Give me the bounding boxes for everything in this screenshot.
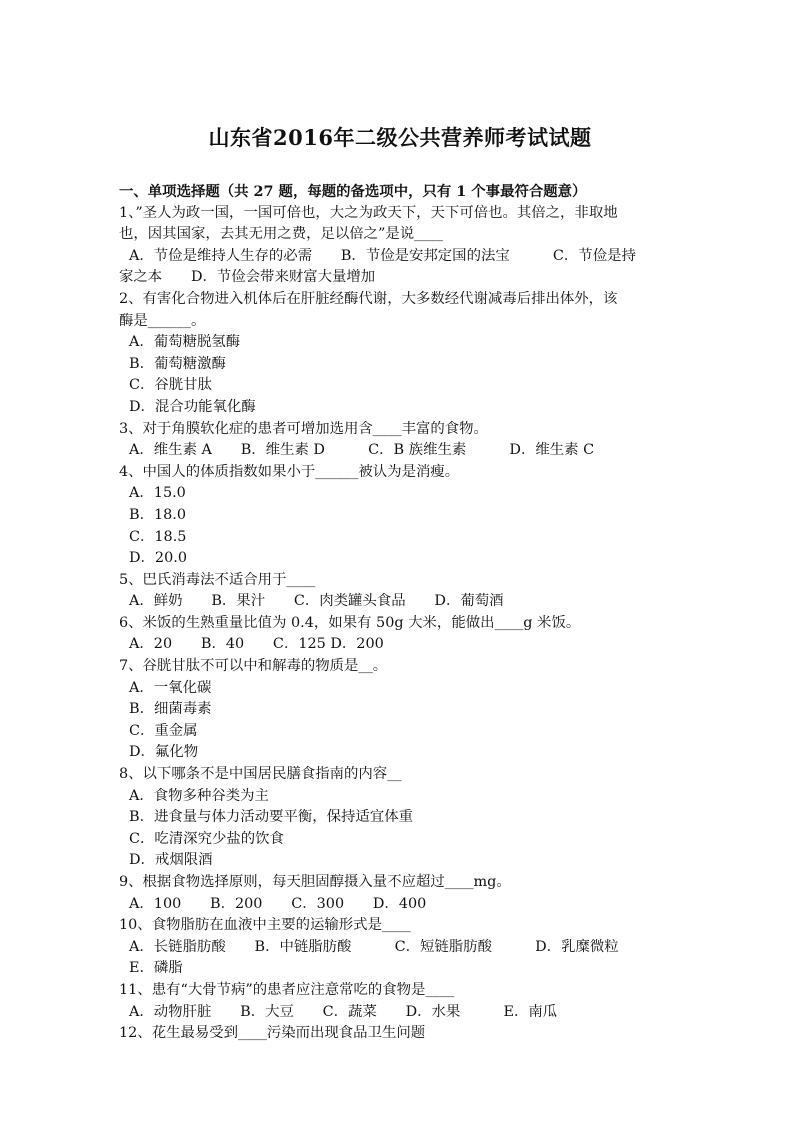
question-stem-line: 9、根据食物选择原则，每天胆固醇摄入量不应超过____mg。 — [119, 874, 511, 890]
question-item — [119, 656, 689, 764]
question-item — [119, 613, 689, 656]
question-stem-line: 4、中国人的体质指数如果小于______被认为是消瘦。 — [119, 463, 460, 480]
question-stem-line: 10、食物脂肪在血液中主要的运输形式是____ — [119, 917, 411, 934]
question-stem-line: 12、花生最易受到____污染而出现食品卫生问题 — [119, 1025, 426, 1042]
question-item — [119, 915, 689, 980]
question-stem-line: 11、患有“大骨节病”的患者应注意常吃的食物是____ — [119, 981, 455, 998]
section-heading: 一、单项选择题（共 27 题，每题的备选项中，只有 1 个事最符合题意） — [119, 183, 587, 200]
option-line: C．18.5 — [129, 528, 187, 545]
question-stem-line: 3、对于角膜软化症的患者可增加选用含____丰富的食物。 — [119, 420, 488, 437]
question-stem-line: 也，因其国家，去其无用之费，足以倍之”是说____ — [119, 226, 443, 243]
option-line: B．葡萄糖激酶 — [129, 355, 226, 372]
question-stem-line: 5、巴氏消毒法不适合用于____ — [119, 571, 316, 588]
option-line: A．葡萄糖脱氢酶 — [129, 334, 241, 351]
option-line: B．18.0 — [129, 506, 187, 523]
option-line: A．15.0 — [129, 485, 186, 502]
question-item — [119, 1023, 689, 1045]
option-line: A．鲜奶 B．果汁 C．肉类罐头食品 D．葡萄酒 — [129, 593, 504, 610]
question-stem-line: 1、”圣人为政一国，一国可倍也，大之为政天下，天下可倍也。其倍之，非取地 — [119, 204, 618, 221]
option-line: A．一氧化碳 — [129, 679, 212, 696]
option-line: E．磷脂 — [129, 960, 183, 977]
option-line: D．20.0 — [129, 550, 187, 567]
option-line: 家之本 D．节俭会带来财富大量增加 — [119, 269, 376, 286]
question-item — [119, 980, 689, 1023]
option-line: A．食物多种谷类为主 — [129, 787, 269, 804]
option-line: C．谷胱甘肽 — [129, 377, 212, 394]
option-line: B．细菌毒素 — [129, 701, 212, 718]
question-stem-line: 6、米饭的生熟重量比值为 0.4，如果有 50g 大米，能做出____g 米饭。 — [119, 614, 581, 631]
option-line: D．戒烟限酒 — [129, 852, 213, 869]
question-item — [119, 462, 689, 570]
question-item — [119, 872, 689, 915]
option-line: A．100 B．200 C．300 D．400 — [129, 895, 427, 912]
option-line: A．20 B．40 C．125 D．200 — [129, 636, 384, 653]
question-item — [119, 764, 689, 872]
option-line: B．进食量与体力活动要平衡，保持适宜体重 — [129, 809, 413, 826]
option-line: C．重金属 — [129, 722, 198, 739]
option-line: D．氟化物 — [129, 744, 199, 761]
document-title: 山东省2016年二级公共营养师考试试题 — [208, 125, 592, 150]
option-line: A．长链脂肪酸 B．中链脂肪酸 C．短链脂肪酸 D．乳糜微粒 — [129, 938, 619, 955]
question-item — [119, 289, 689, 419]
option-line: A．节俭是维持人生存的必需 B．节俭是安邦定国的法宝 C．节俭是持 — [129, 247, 636, 264]
question-stem-line: 7、谷胱甘肽不可以中和解毒的物质是__。 — [119, 658, 388, 675]
option-line: D．混合功能氧化酶 — [129, 398, 256, 415]
question-item — [119, 570, 689, 613]
question-item — [119, 419, 689, 462]
question-stem-line: 8、以下哪条不是中国居民膳食指南的内容__ — [119, 766, 402, 783]
question-list — [119, 181, 689, 1045]
question-stem-line: 酶是______。 — [119, 312, 206, 329]
question-stem-line: 2、有害化合物进入机体后在肝脏经酶代谢，大多数经代谢减毒后排出体外，该 — [119, 290, 618, 307]
question-item — [119, 203, 689, 289]
option-line: A．动物肝脏 B．大豆 C．蔬菜 D．水果 E．南瓜 — [129, 1003, 558, 1020]
option-line: C．吃清深究少盐的饮食 — [129, 830, 284, 847]
option-line: A．维生素 A B．维生素 D C．B 族维生素 D．维生素 C — [129, 442, 595, 459]
